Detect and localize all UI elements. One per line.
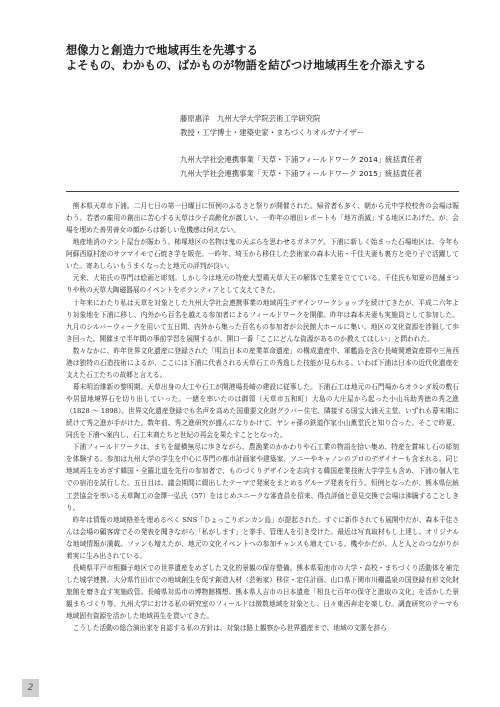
author-titles: 教授・工学博士・建築史家・まちづくりオルガナイザー xyxy=(180,128,365,137)
header-divider xyxy=(66,191,459,192)
body-paragraph: こうした活動の総合演出家を自認する私の方針は、対象は路上観察から世界遺産まで、地域の文脈を辞ら xyxy=(72,624,387,633)
body-paragraph: 数々なかに、昨年世界文化遺産に登録された「明治日本の産業革命遺産」の構成遺産中、軍艦島を含む長崎関連資産群や三角西港は独特の石造技術によるが、ここには下浦に代表される天草石工の秀逸した技能が見られる。いわば下浦は日本の近代化遺産を支えた石工たちの故郷と言える。 xyxy=(66,346,459,379)
author-role-2014: 九州大学社会連携事業「天草・下浦フィールドワーク 2014」統括責任者 xyxy=(180,155,423,164)
body-paragraph: 熊本県天草市下浦。二月七日の第一日曜日に恒例のふるさと祭りが開催された。帰省者も多く、朝から元中学校校舎の会場は賑わう。若者の雇用の創出に苦心する天草は少子高齢化が激しい。一昨年の増田レポートも「地方消滅」する地区にあげた。が、会場を埋めた善男善女の顔からは新しい危機感は伺えない。 xyxy=(66,202,459,235)
body-paragraph: 幕末明治維新の黎明期、天草出身の大工や石工が開港場長崎の建設に従事した。下浦石工は地元の石門場からオランダ坂の敷石や居留地境界石を切り出していった。一緒を率いたのは御領（天草市五和町）大島の大庄屋から起った小山兵助秀徳の秀之進（1828 ～ 1898）。世界文化遺産登録でも名声を高めた国重要文化財グラバー住宅、隣接する国宝大浦天主堂、いずれも幕末期に続けて秀之進が手がけた。数年前、秀之進研究が盛んになりかけて、ヤシャ孫の鉄道作家小山薫堂氏と知り合った。そこで昨夏、同氏を下浦へ案内し、石工末裔たちと世紀の再会を果たすこととなった。 xyxy=(66,382,459,440)
author-role-2015: 九州大学社会連携事業「天草・下浦フィールドワーク 2015」統括責任者 xyxy=(180,169,423,178)
body-paragraph: 長崎県平戸市根獅子地区での世界遺産をめざした文化的景観の保存整備。熊本県菊池市の大学・高校・まちづくり活動体を補完した城学連携。大分県竹田市での地域創生を促す創造人材（芸術家）移住・定住計画、山口県下関市川棚温泉の国登録有形文化財旅館を磨き直す実施政管。長崎県対馬市の博物館構想、熊本県人吉市の日本遺産「相良七百年の保守と進取の文化」を活かした景観まちづくり等。九州大学における私の研究室のフィールドは徴数地域を対象とし、日々東西奔走を楽しむ。調査研究のテーマも地域固有資源を活かした地域再生を貫いてきた。 xyxy=(66,563,459,621)
body-paragraph: 十年来にわたり私は天草を対象とした九州大学社会連携事業の地域再生デザインワークショップを続けてきたが、平成二六年より対象地を下浦に移し、内外から百名を越える参加者によるフィールドワークを開催。昨年は森本夫妻も実施員として参加した。九月のシルバーウィークを用いて五日間、内外から集った百名もの参加者が公民館大ホールに集い、地区の文化資源を涉猟して歩き回った。開催まで半年間の事前学習を展開するが、開口一番「ここにどんな資源があるのか教えてほしい」と問われた。 xyxy=(66,298,459,343)
author-name-affiliation: 藤原惠洋 九州大学大学院芸術工学研究院 xyxy=(180,114,321,123)
article-body xyxy=(66,200,459,634)
article-title-line-1: 想像力と創造力で地域再生を先導する xyxy=(66,43,258,57)
page-number: 2 xyxy=(22,679,39,697)
body-paragraph: 昨年は情報の地域格差を埋めるべく SNS「ひょっこりポンカン島」が提起された。すぐに新作されても展開中だが、森本千佳さんは会場の顧客席でその発表を聞きながら「私がします」と挙手、管理人を引き受けた。最近は写真取材もし上達し、オリジナルな地域情報が満載。ファンも増えたが、地元の文化イベントへの参加チャンスも増えている。機やかだが、人と人とのつながりが着実に生み出されている。 xyxy=(66,515,459,560)
body-paragraph: 元来、大祐氏の専門は絵画と彫刻。しかし今は地元の特産大型鶏天草大王の解体で生業を立てている。千佳氏も知夏の邑舗まつりや秋の天草大陶磁器展のイベントをボランティアとして支えてきた。 xyxy=(66,274,459,295)
body-paragraph: 下浦フィールドワークは、まちを縦横無尽に歩きながら、農漁業のかかわりや石工業の物語を拾い集め、特産を賞味し石の彫刻を体験する。参加は九州大学の学生を中心に専門の都市計画家や建築家、ソニーやキャノンのプロのデザイナーも含まれる。同じ地域再生をめざす韓国・全羅北道を先行の参加者で、ものづくりデザインを志向する韓国産業技術大学学生も含め、下浦の個人宅での宿泊を試行した。五日目は、議会期間に綴出したテーマで発案をまとめるグループ発表を行う。恒例となったが、熊本県伝統工芸協会を率いる天草陶工の金澤一弘氏（57）をはじめユニークな審査員を招来、得点評価と意見交換で会場は沸騰することしきり。 xyxy=(66,443,459,512)
article-title-line-2: よそもの、わかもの、ばかものが物語を結びつけ地域再生を介添えする xyxy=(66,58,427,72)
body-paragraph: 地産地消のテント屋台が賑わう。柿塚地区の名物は鬼の天ぷらを思わせるガネアゲ。下浦に新しく始まった石場地区は、今年も阿蘇西原村産のサツマイモで石焼き芋を販売。一昨年、埼玉から移住した芸術家の森本大祐・千佳夫妻も裏方と売り子で活躍していた。寄あしらいもうまくなったと地元の評判が良い。 xyxy=(66,238,459,271)
